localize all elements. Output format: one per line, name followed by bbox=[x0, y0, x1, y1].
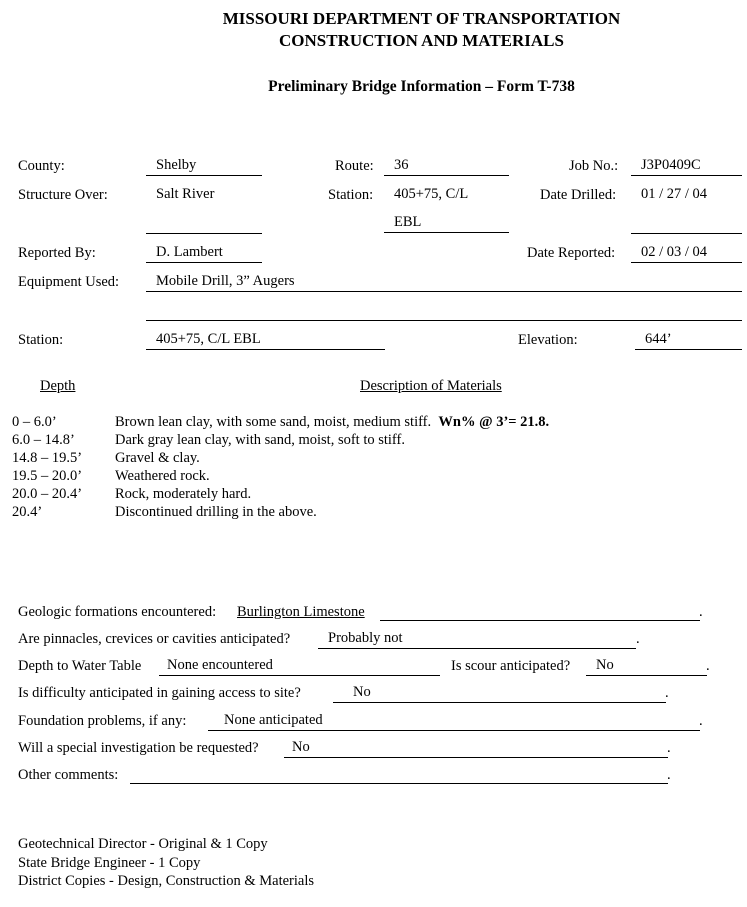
log-description: Discontinued drilling in the above. bbox=[115, 504, 317, 520]
log-depth: 19.5 – 20.0’ bbox=[12, 468, 83, 484]
geologic-value: Burlington Limestone bbox=[237, 604, 365, 620]
period: . bbox=[667, 740, 671, 756]
department-title: MISSOURI DEPARTMENT OF TRANSPORTATION bbox=[222, 9, 621, 28]
log-description: Dark gray lean clay, with sand, moist, soft to stiff. bbox=[115, 432, 405, 448]
equipment-field[interactable]: Mobile Drill, 3” Augers bbox=[146, 273, 742, 292]
foundation-label: Foundation problems, if any: bbox=[18, 713, 187, 729]
station-label: Station: bbox=[328, 187, 374, 203]
job-number-label: Job No.: bbox=[569, 158, 619, 174]
scour-label: Is scour anticipated? bbox=[451, 658, 571, 674]
elevation-field[interactable]: 644’ bbox=[635, 331, 742, 350]
distribution-line: Geotechnical Director - Original & 1 Copy bbox=[18, 836, 268, 852]
route-field[interactable]: 36 bbox=[384, 157, 509, 176]
depth-header: Depth bbox=[40, 378, 76, 394]
pinnacles-label: Are pinnacles, crevices or cavities anticipated? bbox=[18, 631, 291, 647]
log-description: Gravel & clay. bbox=[115, 450, 200, 466]
station-value-line1: 405+75, C/L bbox=[394, 186, 469, 202]
period: . bbox=[665, 685, 669, 701]
route-label: Route: bbox=[335, 158, 374, 174]
elevation-label: Elevation: bbox=[518, 332, 578, 348]
log-description: Rock, moderately hard. bbox=[115, 486, 252, 502]
water-table-field[interactable]: None encountered bbox=[159, 657, 440, 676]
reported-by-label: Reported By: bbox=[18, 245, 96, 261]
job-number-field[interactable]: J3P0409C bbox=[631, 157, 742, 176]
water-table-label: Depth to Water Table bbox=[18, 658, 142, 674]
structure-over-label: Structure Over: bbox=[18, 187, 108, 203]
pinnacles-field[interactable]: Probably not bbox=[318, 630, 636, 649]
log-depth: 6.0 – 14.8’ bbox=[12, 432, 75, 448]
county-field[interactable]: Shelby bbox=[146, 157, 262, 176]
reported-by-field[interactable]: D. Lambert bbox=[146, 244, 262, 263]
period: . bbox=[699, 713, 703, 729]
log-depth: 20.0 – 20.4’ bbox=[12, 486, 83, 502]
foundation-field[interactable]: None anticipated bbox=[208, 712, 700, 731]
access-field[interactable]: No bbox=[333, 684, 666, 703]
special-investigation-label: Will a special investigation be requested? bbox=[18, 740, 259, 756]
scour-field[interactable]: No bbox=[586, 657, 707, 676]
structure-over-field[interactable] bbox=[146, 214, 262, 234]
moisture-content: Wn% @ 3’= 21.8. bbox=[438, 414, 550, 430]
structure-over-value: Salt River bbox=[156, 186, 215, 202]
period: . bbox=[667, 767, 671, 783]
date-drilled-value: 01 / 27 / 04 bbox=[641, 186, 708, 202]
form-title: Preliminary Bridge Information – Form T-738 bbox=[268, 78, 575, 95]
special-investigation-field[interactable]: No bbox=[284, 739, 668, 758]
log-depth: 14.8 – 19.5’ bbox=[12, 450, 83, 466]
access-label: Is difficulty anticipated in gaining access to site? bbox=[18, 685, 301, 701]
log-depth: 20.4’ bbox=[12, 504, 43, 520]
station-field[interactable]: EBL bbox=[384, 214, 509, 233]
date-drilled-label: Date Drilled: bbox=[540, 187, 617, 203]
distribution-line: District Copies - Design, Construction & Materials bbox=[18, 873, 315, 889]
log-depth: 0 – 6.0’ bbox=[12, 414, 57, 430]
county-label: County: bbox=[18, 158, 65, 174]
other-comments-field[interactable] bbox=[130, 766, 668, 784]
date-reported-field[interactable]: 02 / 03 / 04 bbox=[631, 244, 742, 263]
date-reported-label: Date Reported: bbox=[527, 245, 616, 261]
boring-station-field[interactable]: 405+75, C/L EBL bbox=[146, 331, 385, 350]
period: . bbox=[706, 658, 710, 674]
boring-station-label: Station: bbox=[18, 332, 64, 348]
other-comments-label: Other comments: bbox=[18, 767, 119, 783]
distribution-line: State Bridge Engineer - 1 Copy bbox=[18, 855, 201, 871]
geologic-field[interactable] bbox=[380, 603, 700, 621]
log-description: Weathered rock. bbox=[115, 468, 210, 484]
geologic-label: Geologic formations encountered: bbox=[18, 604, 217, 620]
period: . bbox=[636, 631, 640, 647]
date-drilled-field[interactable] bbox=[631, 214, 742, 234]
division-title: CONSTRUCTION AND MATERIALS bbox=[279, 31, 564, 50]
period: . bbox=[699, 604, 703, 620]
description-header: Description of Materials bbox=[360, 378, 502, 394]
log-description: Brown lean clay, with some sand, moist, medium stiff. Wn% @ 3’= 21.8. bbox=[115, 414, 550, 430]
equipment-field-line2[interactable] bbox=[146, 301, 742, 321]
equipment-label: Equipment Used: bbox=[18, 274, 120, 290]
